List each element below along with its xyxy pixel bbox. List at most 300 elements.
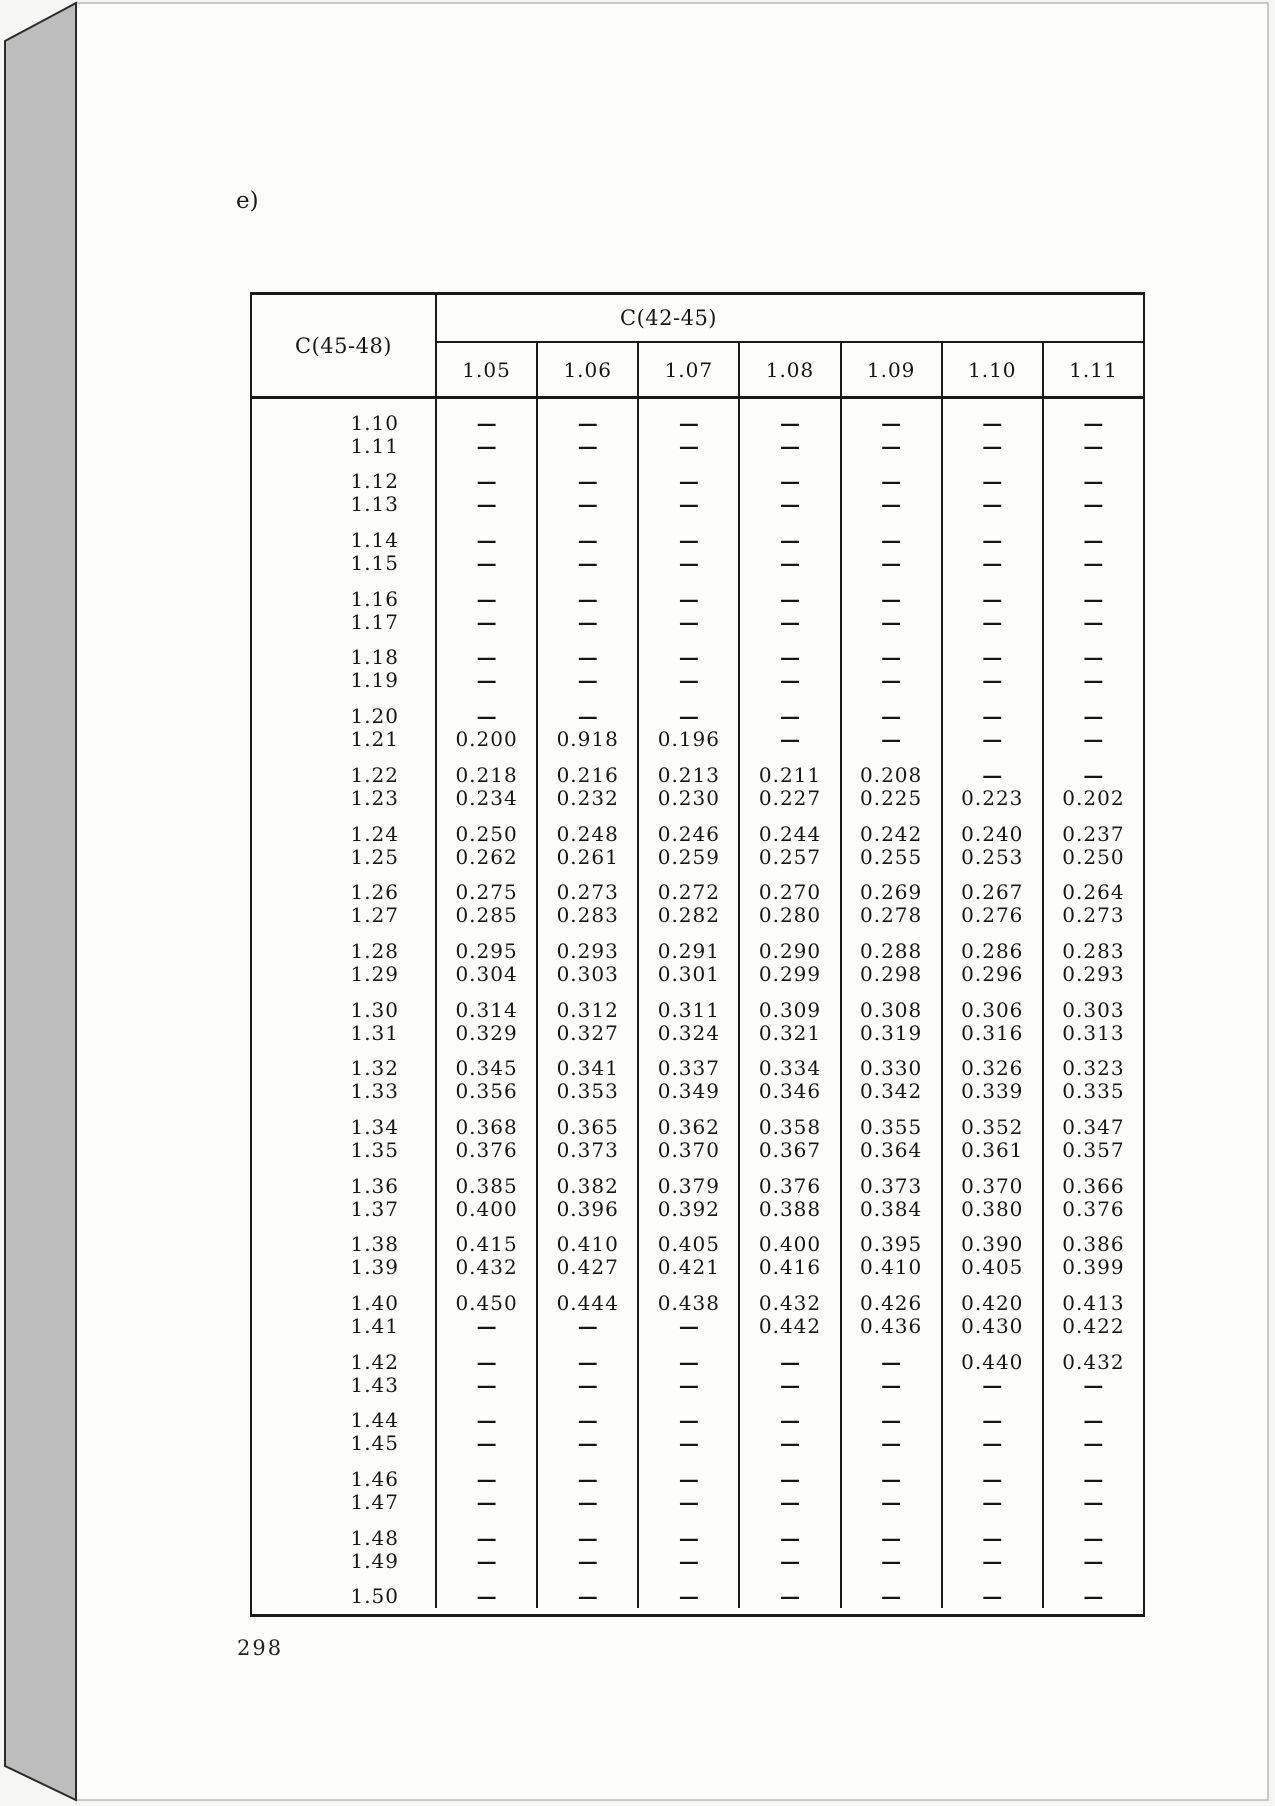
value-cell: 0.230 <box>637 787 738 810</box>
value-cell: — <box>1042 669 1143 692</box>
table-row <box>252 1139 1143 1162</box>
value-cell: — <box>941 1550 1042 1573</box>
value-cell: 0.440 <box>941 1338 1042 1374</box>
value-cell: — <box>941 634 1042 670</box>
value-cell: 0.382 <box>536 1162 637 1198</box>
value-cell: 0.432 <box>1042 1338 1143 1374</box>
value-cell: — <box>435 1374 536 1397</box>
value-cell: — <box>1042 435 1143 458</box>
row-label: 1.44 <box>350 1408 399 1433</box>
value-cell: — <box>637 634 738 670</box>
row-label: 1.45 <box>350 1431 399 1456</box>
value-cell: 0.413 <box>1042 1279 1143 1315</box>
value-cell: — <box>738 1397 839 1433</box>
value-cell: 0.356 <box>435 1080 536 1103</box>
value-cell: — <box>536 458 637 494</box>
value-cell: 0.321 <box>738 1022 839 1045</box>
table-row <box>252 399 1143 435</box>
col-header: 1.06 <box>536 343 637 396</box>
value-cell: 0.364 <box>840 1139 941 1162</box>
value-cell: — <box>1042 728 1143 751</box>
value-cell: 0.301 <box>637 963 738 986</box>
row-label: 1.28 <box>350 938 399 963</box>
row-label: 1.29 <box>350 961 399 986</box>
value-cell: — <box>1042 611 1143 634</box>
value-cell: — <box>536 516 637 552</box>
value-cell: — <box>536 1315 637 1338</box>
value-cell: 0.291 <box>637 927 738 963</box>
value-cell: — <box>536 1455 637 1491</box>
value-cell: 0.227 <box>738 787 839 810</box>
value-cell: 0.326 <box>941 1045 1042 1081</box>
table-header <box>252 295 1143 399</box>
value-cell: — <box>738 1432 839 1455</box>
value-cell: 0.357 <box>1042 1139 1143 1162</box>
table-row <box>252 1432 1143 1455</box>
value-cell: 0.400 <box>738 1221 839 1257</box>
col-header: 1.05 <box>462 357 511 382</box>
value-cell: — <box>738 493 839 516</box>
value-cell: — <box>1042 1550 1143 1573</box>
value-cell: 0.400 <box>435 1198 536 1221</box>
value-cell: — <box>637 1455 738 1491</box>
row-label: 1.31 <box>350 1020 399 1045</box>
value-cell: 0.248 <box>536 810 637 846</box>
table-row <box>252 1338 1143 1374</box>
value-cell: — <box>738 1491 839 1514</box>
row-label: 1.35 <box>350 1137 399 1162</box>
value-cell: 0.390 <box>941 1221 1042 1257</box>
value-cell: — <box>1042 1573 1143 1609</box>
table-row <box>252 986 1143 1022</box>
value-cell: 0.303 <box>1042 986 1143 1022</box>
table-row <box>252 787 1143 810</box>
value-cell: 0.385 <box>435 1162 536 1198</box>
value-cell: 0.347 <box>1042 1103 1143 1139</box>
value-cell: 0.353 <box>536 1080 637 1103</box>
value-cell: — <box>1042 399 1143 435</box>
value-cell: 0.355 <box>840 1103 941 1139</box>
row-label: 1.47 <box>350 1490 399 1515</box>
value-cell: 0.334 <box>738 1045 839 1081</box>
value-cell: — <box>1042 1374 1143 1397</box>
value-cell: 0.309 <box>738 986 839 1022</box>
value-cell: 0.285 <box>435 904 536 927</box>
value-cell: — <box>536 1491 637 1514</box>
table-row <box>252 458 1143 494</box>
value-cell: 0.376 <box>1042 1198 1143 1221</box>
col-header: 1.10 <box>941 343 1042 396</box>
value-cell: 0.213 <box>637 751 738 787</box>
table-row <box>252 869 1143 905</box>
value-cell: — <box>435 399 536 435</box>
value-cell: — <box>840 692 941 728</box>
table-row <box>252 611 1143 634</box>
value-cell: — <box>738 399 839 435</box>
value-cell: — <box>941 493 1042 516</box>
row-label: 1.20 <box>350 704 399 729</box>
value-cell: 0.349 <box>637 1080 738 1103</box>
value-cell: 0.293 <box>1042 963 1143 986</box>
row-label: 1.11 <box>350 433 399 458</box>
row-label: 1.15 <box>350 551 399 576</box>
value-cell: — <box>1042 552 1143 575</box>
row-label: 1.17 <box>350 609 399 634</box>
table-row <box>252 1080 1143 1103</box>
value-cell: — <box>536 1550 637 1573</box>
value-cell: — <box>840 493 941 516</box>
value-cell: — <box>941 728 1042 751</box>
value-cell: 0.918 <box>536 728 637 751</box>
value-cell: 0.366 <box>1042 1162 1143 1198</box>
value-cell: — <box>637 552 738 575</box>
value-cell: — <box>435 692 536 728</box>
value-cell: — <box>637 435 738 458</box>
row-label: 1.12 <box>350 469 399 494</box>
value-cell: — <box>941 1573 1042 1609</box>
col-header-row <box>437 343 1143 396</box>
value-cell: 0.329 <box>435 1022 536 1045</box>
value-cell: 0.422 <box>1042 1315 1143 1338</box>
value-cell: 0.283 <box>1042 927 1143 963</box>
value-cell: — <box>637 458 738 494</box>
value-cell: 0.327 <box>536 1022 637 1045</box>
table-row <box>252 751 1143 787</box>
value-cell: 0.442 <box>738 1315 839 1338</box>
data-table <box>250 292 1145 1617</box>
row-label: 1.32 <box>350 1056 399 1081</box>
value-cell: 0.232 <box>536 787 637 810</box>
value-cell: 0.196 <box>637 728 738 751</box>
value-cell: 0.314 <box>435 986 536 1022</box>
row-label: 1.18 <box>350 645 399 670</box>
value-cell: — <box>536 493 637 516</box>
value-cell: — <box>536 1514 637 1550</box>
value-cell: 0.218 <box>435 751 536 787</box>
value-cell: — <box>738 611 839 634</box>
value-cell: 0.379 <box>637 1162 738 1198</box>
value-cell: 0.420 <box>941 1279 1042 1315</box>
value-cell: — <box>941 669 1042 692</box>
value-cell: — <box>637 692 738 728</box>
value-cell: 0.337 <box>637 1045 738 1081</box>
value-cell: — <box>637 399 738 435</box>
value-cell: — <box>637 575 738 611</box>
value-cell: — <box>536 1374 637 1397</box>
value-cell: 0.253 <box>941 846 1042 869</box>
value-cell: — <box>637 1338 738 1374</box>
value-cell: 0.432 <box>435 1256 536 1279</box>
value-cell: 0.282 <box>637 904 738 927</box>
value-cell: 0.386 <box>1042 1221 1143 1257</box>
value-cell: — <box>738 552 839 575</box>
row-label: 1.30 <box>350 997 399 1022</box>
value-cell: — <box>536 1573 637 1609</box>
value-cell: 0.373 <box>840 1162 941 1198</box>
table-row <box>252 1279 1143 1315</box>
value-cell: 0.240 <box>941 810 1042 846</box>
value-cell: — <box>435 552 536 575</box>
table-row <box>252 810 1143 846</box>
value-cell: 0.234 <box>435 787 536 810</box>
row-label: 1.33 <box>350 1079 399 1104</box>
value-cell: 0.405 <box>941 1256 1042 1279</box>
value-cell: — <box>738 728 839 751</box>
value-cell: 0.250 <box>435 810 536 846</box>
value-cell: — <box>637 1432 738 1455</box>
value-cell: — <box>840 1573 941 1609</box>
value-cell: 0.370 <box>941 1162 1042 1198</box>
row-label: 1.34 <box>350 1114 399 1139</box>
value-cell: — <box>840 1514 941 1550</box>
table-row <box>252 692 1143 728</box>
value-cell: 0.202 <box>1042 787 1143 810</box>
value-cell: — <box>637 1491 738 1514</box>
value-cell: — <box>840 1455 941 1491</box>
row-label: 1.37 <box>350 1196 399 1221</box>
value-cell: — <box>941 1491 1042 1514</box>
value-cell: 0.324 <box>637 1022 738 1045</box>
value-cell: 0.280 <box>738 904 839 927</box>
table-row <box>252 1550 1143 1573</box>
value-cell: 0.262 <box>435 846 536 869</box>
value-cell: — <box>536 634 637 670</box>
value-cell: 0.275 <box>435 869 536 905</box>
value-cell: 0.200 <box>435 728 536 751</box>
table-row <box>252 1022 1143 1045</box>
value-cell: — <box>637 1315 738 1338</box>
value-cell: — <box>941 399 1042 435</box>
value-cell: — <box>1042 692 1143 728</box>
value-cell: 0.272 <box>637 869 738 905</box>
value-cell: 0.261 <box>536 846 637 869</box>
value-cell: — <box>435 1455 536 1491</box>
value-cell: 0.313 <box>1042 1022 1143 1045</box>
value-cell: — <box>536 1432 637 1455</box>
value-cell: — <box>435 1397 536 1433</box>
value-cell: 0.273 <box>1042 904 1143 927</box>
row-label: 1.19 <box>350 668 399 693</box>
table-row <box>252 634 1143 670</box>
table-row <box>252 435 1143 458</box>
value-cell: 0.242 <box>840 810 941 846</box>
value-cell: — <box>1042 493 1143 516</box>
value-cell: — <box>738 575 839 611</box>
value-cell: — <box>1042 634 1143 670</box>
col-header: 1.08 <box>738 343 839 396</box>
table-row <box>252 1256 1143 1279</box>
value-cell: — <box>536 1338 637 1374</box>
value-cell: — <box>941 1374 1042 1397</box>
value-cell: 0.311 <box>637 986 738 1022</box>
value-cell: — <box>435 1573 536 1609</box>
value-cell: — <box>738 692 839 728</box>
value-cell: — <box>637 611 738 634</box>
value-cell: 0.373 <box>536 1139 637 1162</box>
value-cell: 0.225 <box>840 787 941 810</box>
table-header-right <box>435 295 1143 396</box>
value-cell: 0.352 <box>941 1103 1042 1139</box>
value-cell: 0.335 <box>1042 1080 1143 1103</box>
value-cell: — <box>941 1432 1042 1455</box>
row-label: 1.21 <box>350 727 399 752</box>
value-cell: — <box>941 1514 1042 1550</box>
table-row <box>252 1103 1143 1139</box>
table-row <box>252 846 1143 869</box>
value-cell: — <box>840 1550 941 1573</box>
value-cell: — <box>941 751 1042 787</box>
table-row <box>252 493 1143 516</box>
value-cell: 0.290 <box>738 927 839 963</box>
row-label: 1.25 <box>350 844 399 869</box>
value-cell: 0.415 <box>435 1221 536 1257</box>
row-label: 1.26 <box>350 880 399 905</box>
value-cell: — <box>435 458 536 494</box>
value-cell: 0.376 <box>738 1162 839 1198</box>
value-cell: — <box>1042 1455 1143 1491</box>
table-row <box>252 904 1143 927</box>
value-cell: — <box>536 669 637 692</box>
value-cell: — <box>536 575 637 611</box>
value-cell: — <box>435 1338 536 1374</box>
value-cell: 0.273 <box>536 869 637 905</box>
value-cell: 0.430 <box>941 1315 1042 1338</box>
value-cell: — <box>840 1432 941 1455</box>
value-cell: — <box>435 1550 536 1573</box>
row-label: 1.22 <box>350 762 399 787</box>
value-cell: 0.299 <box>738 963 839 986</box>
row-label: 1.24 <box>350 821 399 846</box>
table-row <box>252 1374 1143 1397</box>
table-row <box>252 1198 1143 1221</box>
value-cell: 0.444 <box>536 1279 637 1315</box>
value-cell: — <box>435 1432 536 1455</box>
value-cell: — <box>941 552 1042 575</box>
col-header: 1.11 <box>1042 343 1143 396</box>
table-body <box>252 399 1143 1614</box>
table-row <box>252 1315 1143 1338</box>
value-cell: 0.376 <box>435 1139 536 1162</box>
value-cell: 0.308 <box>840 986 941 1022</box>
value-cell: 0.380 <box>941 1198 1042 1221</box>
value-cell: — <box>637 669 738 692</box>
value-cell: — <box>840 575 941 611</box>
value-cell: — <box>738 435 839 458</box>
value-cell: 0.416 <box>738 1256 839 1279</box>
col-axis-label: C(42-45) <box>437 295 1143 343</box>
value-cell: — <box>536 611 637 634</box>
value-cell: — <box>941 1397 1042 1433</box>
value-cell: — <box>840 435 941 458</box>
value-cell: — <box>1042 516 1143 552</box>
value-cell: — <box>840 516 941 552</box>
value-cell: 0.208 <box>840 751 941 787</box>
value-cell: 0.438 <box>637 1279 738 1315</box>
value-cell: — <box>840 611 941 634</box>
value-cell: — <box>536 435 637 458</box>
value-cell: 0.216 <box>536 751 637 787</box>
value-cell: 0.388 <box>738 1198 839 1221</box>
value-cell: 0.304 <box>435 963 536 986</box>
value-cell: — <box>1042 1514 1143 1550</box>
value-cell: 0.319 <box>840 1022 941 1045</box>
value-cell: 0.237 <box>1042 810 1143 846</box>
table-row <box>252 516 1143 552</box>
value-cell: — <box>536 552 637 575</box>
table-row <box>252 1397 1143 1433</box>
value-cell: 0.395 <box>840 1221 941 1257</box>
value-cell: 0.264 <box>1042 869 1143 905</box>
page-number: 298 <box>237 1636 284 1660</box>
value-cell: 0.303 <box>536 963 637 986</box>
value-cell: 0.339 <box>941 1080 1042 1103</box>
value-cell: 0.296 <box>941 963 1042 986</box>
table-row <box>252 1573 1143 1609</box>
row-label: 1.14 <box>350 528 399 553</box>
value-cell: — <box>1042 575 1143 611</box>
table-row <box>252 1491 1143 1514</box>
value-cell: — <box>738 516 839 552</box>
value-cell: — <box>435 516 536 552</box>
table-row <box>252 1221 1143 1257</box>
value-cell: 0.288 <box>840 927 941 963</box>
value-cell: — <box>637 1374 738 1397</box>
value-cell: — <box>941 692 1042 728</box>
value-cell: — <box>840 1338 941 1374</box>
row-label: 1.42 <box>350 1349 399 1374</box>
value-cell: 0.342 <box>840 1080 941 1103</box>
row-label: 1.23 <box>350 785 399 810</box>
value-cell: — <box>941 435 1042 458</box>
value-cell: — <box>738 1550 839 1573</box>
value-cell: — <box>637 516 738 552</box>
value-cell: — <box>941 611 1042 634</box>
value-cell: — <box>435 435 536 458</box>
table-row <box>252 1045 1143 1081</box>
value-cell: 0.410 <box>840 1256 941 1279</box>
value-cell: 0.276 <box>941 904 1042 927</box>
value-cell: — <box>637 1514 738 1550</box>
value-cell: 0.267 <box>941 869 1042 905</box>
value-cell: 0.399 <box>1042 1256 1143 1279</box>
row-label: 1.38 <box>350 1232 399 1257</box>
table-row <box>252 669 1143 692</box>
value-cell: 0.427 <box>536 1256 637 1279</box>
row-label: 1.27 <box>350 903 399 928</box>
value-cell: 0.246 <box>637 810 738 846</box>
value-cell: — <box>435 493 536 516</box>
value-cell: 0.211 <box>738 751 839 787</box>
value-cell: 0.341 <box>536 1045 637 1081</box>
row-label: 1.10 <box>350 410 399 435</box>
value-cell: 0.244 <box>738 810 839 846</box>
value-cell: — <box>1042 458 1143 494</box>
value-cell: — <box>738 669 839 692</box>
value-cell: 0.278 <box>840 904 941 927</box>
value-cell: — <box>738 1338 839 1374</box>
value-cell: 0.269 <box>840 869 941 905</box>
value-cell: 0.362 <box>637 1103 738 1139</box>
row-label: 1.49 <box>350 1548 399 1573</box>
value-cell: 0.384 <box>840 1198 941 1221</box>
value-cell: — <box>1042 1432 1143 1455</box>
value-cell: 0.368 <box>435 1103 536 1139</box>
value-cell: 0.283 <box>536 904 637 927</box>
value-cell: 0.286 <box>941 927 1042 963</box>
value-cell: 0.295 <box>435 927 536 963</box>
value-cell: — <box>637 493 738 516</box>
value-cell: — <box>840 728 941 751</box>
